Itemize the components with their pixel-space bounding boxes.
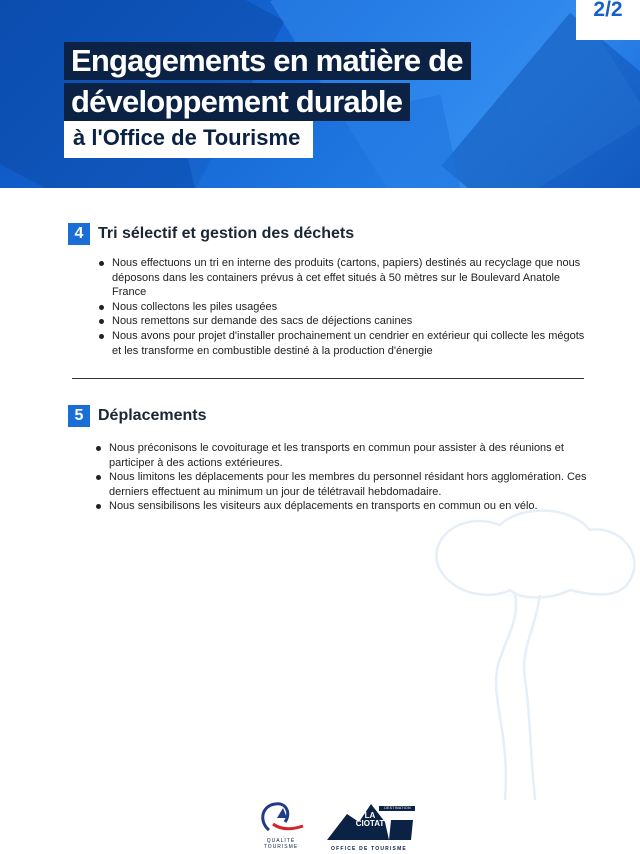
pine-tree-watermark-icon [420,500,640,800]
office-de-tourisme-text: OFFICE DE TOURISME [331,846,407,852]
destination-tag: DESTINATION [384,806,411,810]
qualite-tourisme-logo [255,800,307,852]
footer-logos [255,800,419,852]
section-title: Tri sélectif et gestion des déchets [98,225,355,242]
section-number-badge: 4 [68,223,90,245]
page-indicator: 2/2 [576,0,640,40]
la-ciotat-wordmark: LA CIOTAT [355,811,385,828]
qualite-tourisme-text: QUALITÉ TOURISME [263,838,299,850]
section-5-heading [68,405,207,427]
title-line-2: développement durable [64,83,410,121]
list-item: Nous préconisons le covoiturage et les transports en commun pour assister à des réunions et participer à des actions extérieures. [109,441,593,470]
section-4-list [98,256,592,358]
section-number-badge: 5 [68,405,90,427]
header-banner [0,0,640,188]
list-item: Nous collectons les piles usagées [112,300,592,315]
title-line-1: Engagements en matière de [64,42,471,80]
list-item: Nous avons pour projet d'installer prochainement un cendrier en extérieur qui collecte les mégots et les transforme en combustible destiné à la production d'énergie [112,329,592,358]
subtitle: à l'Office de Tourisme [64,121,313,158]
list-item: Nous effectuons un tri en interne des produits (cartons, papiers) destinés au recyclage que nous déposons dans les containers prévus à cet effet situés à 50 mètres sur le Boulevard Anatole France [112,256,592,300]
qualite-tourisme-emblem-icon [255,800,307,836]
la-ciotat-logo [319,800,419,852]
section-4-heading [68,223,354,245]
section-divider [72,378,584,379]
section-title: Déplacements [98,407,207,424]
list-item: Nous sensibilisons les visiteurs aux déplacements en transports en commun ou en vélo. [109,499,593,514]
list-item: Nous limitons les déplacements pour les membres du personnel résidant hors agglomération. Ces derniers effectuent au minimum un jour de télétravail hebdomadaire. [109,470,593,499]
list-item: Nous remettons sur demande des sacs de déjections canines [112,314,592,329]
